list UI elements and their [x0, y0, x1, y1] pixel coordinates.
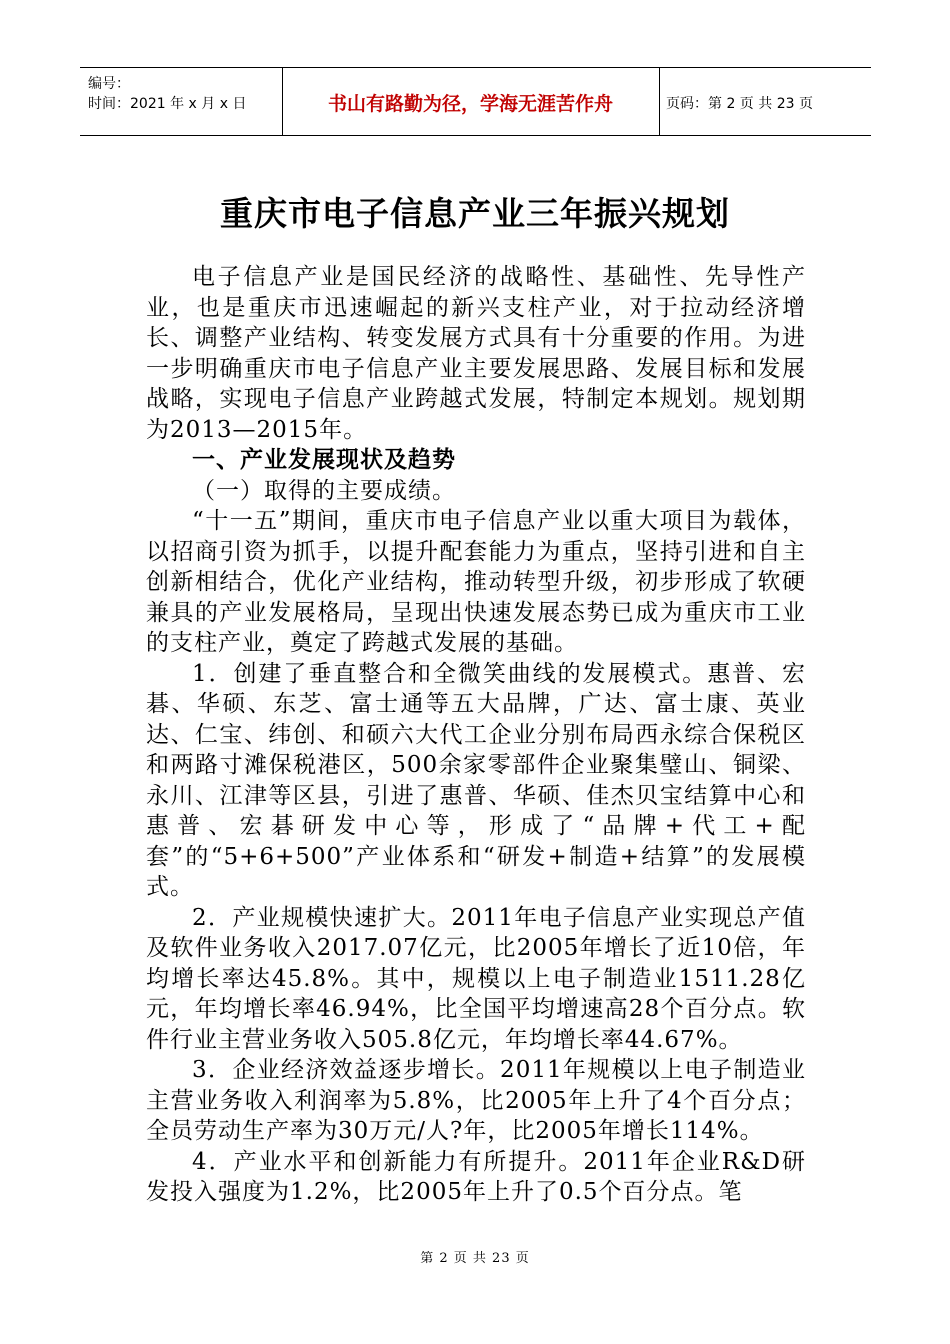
header-meta: [88, 74, 246, 114]
document-title: 重庆市电子信息产业三年振兴规划: [220, 194, 730, 233]
paragraph: “十一五”期间，重庆市电子信息产业以重大项目为载体，以招商引资为抓手，以提升配套能力为重点，坚持引进和自主创新相结合，优化产业结构，推动转型升级，初步形成了软硬兼具的产业发展格局，呈现出快速发展态势已成为重庆市工业的支柱产业，奠定了跨越式发展的基础。: [146, 508, 806, 656]
paragraph: 2．产业规模快速扩大。2011年电子信息产业实现总产值及软件业务收入2017.07亿元，比2005年增长了近10倍，年均增长率达45.8%。其中，规模以上电子制造业1511.28亿元，年均增长率46.94%，比全国平均增速高28个百分点。软件行业主营业务收入505.8亿元，年均增长率44.67%。: [146, 904, 806, 1053]
header-motto: 书山有路勤为径，学海无涯苦作舟: [327, 93, 613, 115]
page-footer: 第 2 页 共 23 页: [420, 1251, 530, 1266]
paragraph: 4．产业水平和创新能力有所提升。2011年企业R&D研发投入强度为1.2%，比2005年上升了0.5个百分点。笔: [146, 1148, 806, 1205]
number-label: 编号：: [88, 76, 130, 92]
header-page-info: 页码：第 2 页 共 23 页: [666, 95, 813, 112]
section-heading: 一、产业发展现状及趋势: [192, 447, 456, 473]
page-header: [80, 67, 871, 136]
paragraph: 1．创建了垂直整合和全微笑曲线的发展模式。惠普、宏碁、华硕、东芝、富士通等五大品牌，广达、富士康、英业达、仁宝、纬创、和硕六大代工企业分别布局西永综合保税区和两路寸滩保税港区，500余家零部件企业聚集璧山、铜梁、永川、江津等区县，引进了惠普、华硕、佳杰贝宝结算中心和惠普、宏碁研发中心等，形成了“品牌+代工+配套”的“5+6+500”产业体系和“研发+制造+结算”的发展模式。: [146, 660, 806, 900]
subsection-heading: （一）取得的主要成绩。: [192, 477, 456, 504]
date-line: 时间：2021 年 x 月 x 日: [88, 96, 247, 112]
paragraph: 3．企业经济效益逐步增长。2011年规模以上电子制造业主营业务收入利润率为5.8%，比2005年上升了4个百分点；全员劳动生产率为30万元/人?年，比2005年增长114%。: [146, 1057, 806, 1144]
header-divider: [659, 68, 660, 135]
document-body: [146, 262, 806, 1208]
paragraph-intro: 电子信息产业是国民经济的战略性、基础性、先导性产业，也是重庆市迅速崛起的新兴支柱产业，对于拉动经济增长、调整产业结构、转变发展方式具有十分重要的作用。为进一步明确重庆市电子信息产业主要发展思路、发展目标和发展战略，实现电子信息产业跨越式发展，特制定本规划。规划期为2013—2015年。: [146, 264, 806, 443]
